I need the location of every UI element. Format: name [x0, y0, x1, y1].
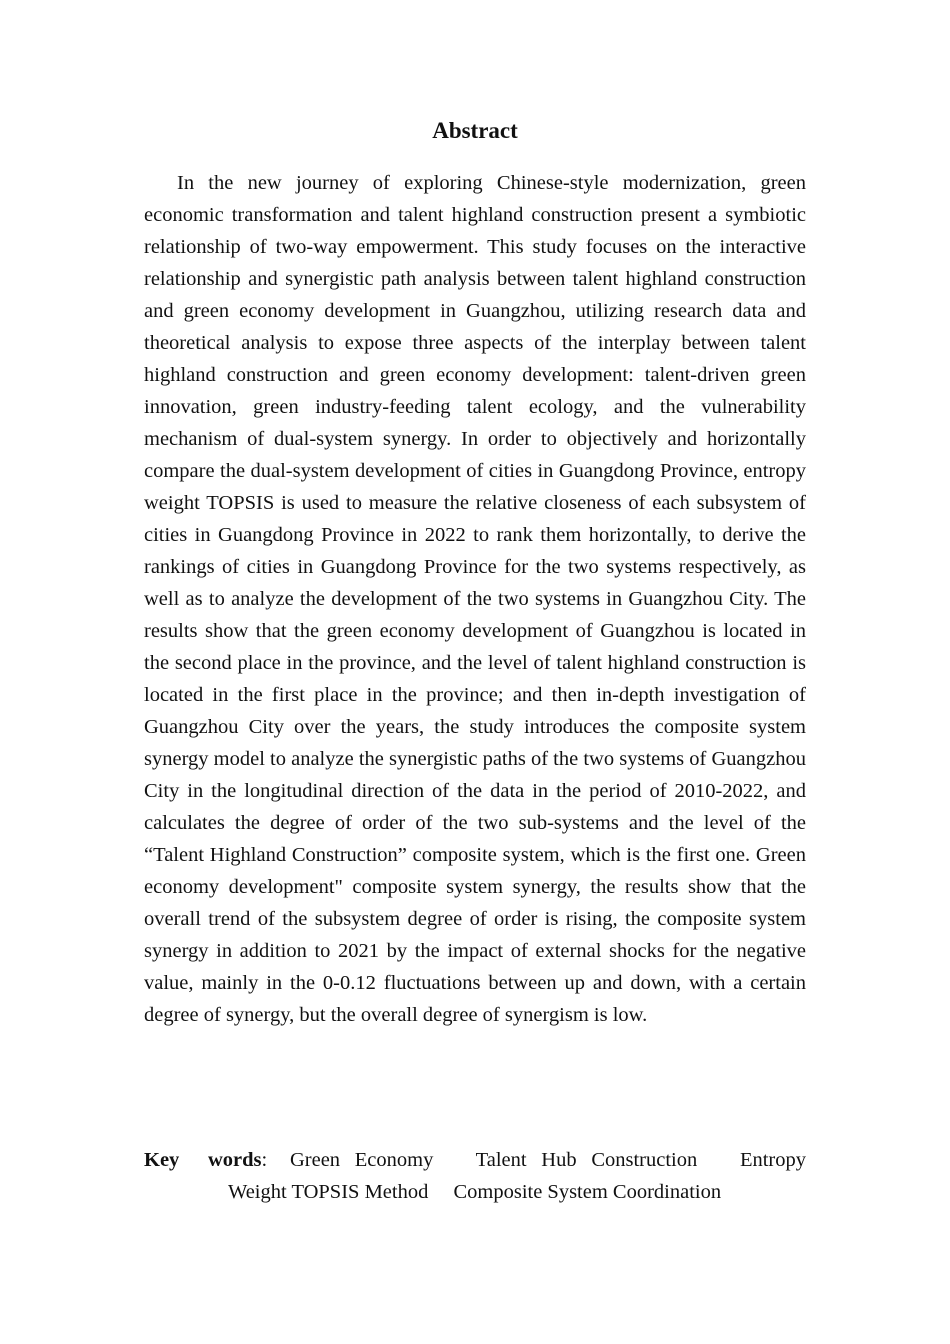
- abstract-body: In the new journey of exploring Chinese-style modernization, green economic transformation and talent highland construction present a symbiotic relationship of two-way empowerment. This study focuses on the interactive relationship and synergistic path analysis between talent highland construction and green economy development in Guangzhou, utilizing research data and theoretical analysis to expose three aspects of the interplay between talent highland construction and green economy development: talent-driven green innovation, green industry-feeding talent ecology, and the vulnerability mechanism of dual-system synergy. In order to objectively and horizontally compare the dual-system development of cities in Guangdong Province, entropy weight TOPSIS is used to measure the relative closeness of each subsystem of cities in Guangdong Province in 2022 to rank them horizontally, to derive the rankings of cities in Guangdong Province for the two systems respectively, as well as to analyze the development of the two systems in Guangzhou City. The results show that the green economy development of Guangzhou is located in the second place in the province, and the level of talent highland construction is located in the first place in the province; and then in-depth investigation of Guangzhou City over the years, the study introduces the composite system synergy model to analyze the synergistic paths of the two systems of Guangzhou City in the longitudinal direction of the data in the period of 2010-2022, and calculates the degree of order of the two sub-systems and the level of the “Talent Highland Construction” composite system, which is the first one. Green economy development" composite system synergy, the results show that the overall trend of the subsystem degree of order is rising, the composite system synergy in addition to 2021 by the impact of external shocks for the negative value, mainly in the 0-0.12 fluctuations between up and down, with a certain degree of synergy, but the overall degree of synergism is low.: [144, 172, 806, 1026]
- keywords-colon: :: [261, 1149, 268, 1171]
- keyword-item: Weight TOPSIS Method: [228, 1181, 429, 1203]
- keywords-label: Key words: [144, 1149, 262, 1171]
- abstract-title: Abstract: [432, 118, 518, 143]
- keyword-item: Composite System Coordination: [453, 1181, 722, 1203]
- keywords-line-2: [228, 1176, 741, 1208]
- keywords-line-1: [144, 1144, 806, 1176]
- keyword-item: Green Economy: [289, 1149, 434, 1171]
- keyword-item: Entropy: [739, 1149, 807, 1171]
- keyword-item: Talent Hub Construction: [475, 1149, 698, 1171]
